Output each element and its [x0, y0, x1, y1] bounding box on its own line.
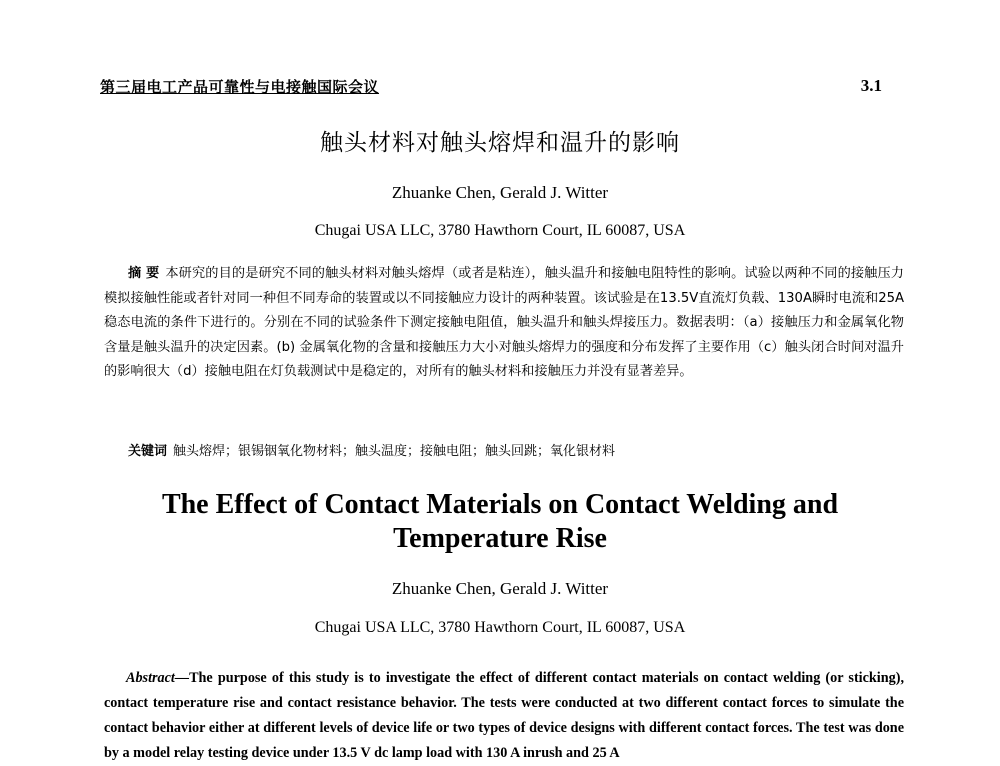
english-abstract-label: Abstract— [126, 670, 190, 686]
chinese-abstract [104, 262, 904, 385]
chinese-abstract-text: 本研究的目的是研究不同的触头材料对触头熔焊（或者是粘连），触头温升和接触电阻特性的影响。试验以两种不同的接触压力模拟接触性能或者针对同一种但不同寿命的装置或以不同接触应力设计的两种装置。该试验是在13.5V直流灯负载、130A瞬时电流和25A稳态电流的条件下进行的。分别在不同的试验条件下测定接触电阻值，触头温升和触头焊接压力。数据表明：（a）接触压力和金属氧化物含量是触头温升的决定因素。(b) 金属氧化物的含量和接触压力大小对触头熔焊力的强度和分布发挥了主要作用（c）触头闭合时间对温升的影响很大（d）接触电阻在灯负载测试中是稳定的，对所有的触头材料和接触压力并没有显著差异。 [104, 266, 904, 379]
english-authors: Zhuanke Chen, Gerald J. Witter [391, 579, 609, 598]
chinese-keywords-text: 触头熔焊；银锡铟氧化物材料；触头温度；接触电阻；触头回跳；氧化银材料 [173, 444, 616, 459]
running-header [100, 76, 882, 100]
english-abstract [104, 666, 904, 766]
english-title: The Effect of Contact Materials on Contact Welding and Temperature Rise [161, 489, 839, 554]
chinese-title: 触头材料对触头熔焊和温升的影响 [320, 130, 680, 156]
chinese-keywords [128, 440, 615, 459]
chinese-affiliation: Chugai USA LLC, 3780 Hawthorn Court, IL 60087, USA [314, 222, 686, 239]
chinese-authors: Zhuanke Chen, Gerald J. Witter [391, 183, 609, 202]
english-affiliation: Chugai USA LLC, 3780 Hawthorn Court, IL 60087, USA [314, 619, 686, 636]
chinese-abstract-label: 摘 要 [128, 266, 160, 281]
chinese-keywords-label: 关键词 [128, 444, 168, 459]
english-abstract-text: The purpose of this study is to investigate the effect of different contact materials on contact welding (or sticking), contact temperature rise and contact resistance behavior. The tests were conducted at two different contact forces to simulate the contact behavior either at different levels of device life or two types of device designs with different contact forces. The test was done by a model relay testing device under 13.5 V dc lamp load with 130 A inrush and 25 A [104, 670, 904, 761]
section-number: 3.1 [860, 76, 882, 95]
conference-name: 第三届电工产品可靠性与电接触国际会议 [100, 78, 380, 96]
